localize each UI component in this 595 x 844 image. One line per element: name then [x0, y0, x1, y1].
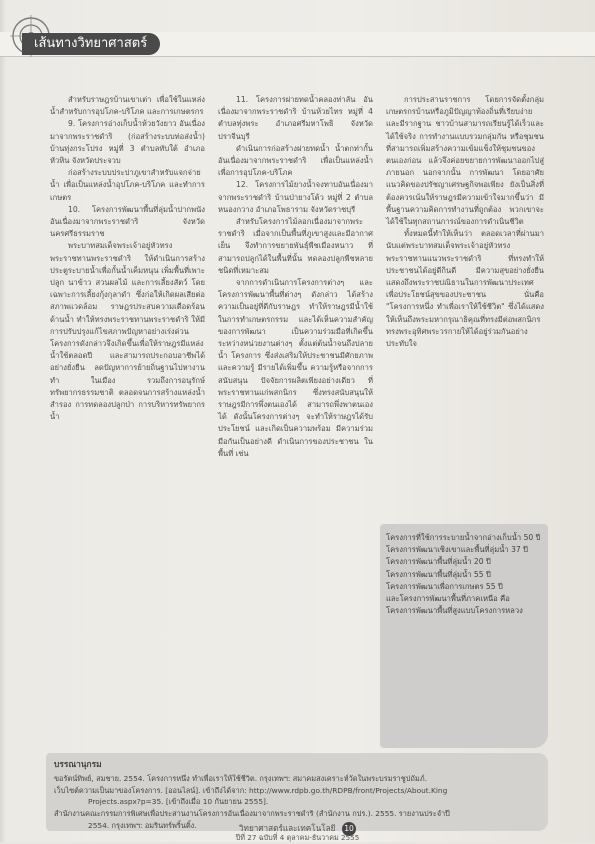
paragraph: สำหรับโครงการไม้ลอกเนื่องมาจากพระราชดำริ เมื่อจากเป็นพื้นที่ภูเขาสูงและมีอากาศเย็น จึงทำการขยายพันธุ์พืชเมืองหนาว ที่สามารถปลูกได้ในพื้นที่นั้น ทดลองปลูกพืชหลายชนิดที่เหมาะสม: [218, 217, 373, 275]
paragraph: ดำเนินการก่อสร้างฝายทดน้ำ น้ำตกท่ากั้น อันเนื่องมาจากพระราชดำริ เพื่อเป็นแหล่งน้ำเพื่อการอุปโภค-บริโภค: [218, 143, 373, 178]
reference-item: สำนักงานคณะกรรมการพิเศษเพื่อประสานงานโครงการอันเนื่องมาจากพระราชดำริ (สำนักงาน กปร.). 2555. รายงานประจำปี: [54, 809, 450, 819]
paragraph: ทั้งหมดนี้ทำให้เห็นว่า ตลอดเวลาที่ผ่านมานับแต่พระบาทสมเด็จพระเจ้าอยู่หัวทรงพระราชทานแนวพระราชดำริ ที่ทรงทำให้ประชาชนได้อยู่ดีกินดี มีความสุขอย่างยั่งยืน แสดงถึงพระราชปณิธานในการพัฒนาประเทศ เพื่อประโยชน์สุขของประชาชน นั่นคือ "โครงการหนึ่ง ทำเพื่อเราให้ใช้ชีวิต" ซึ่งได้แสดงให้เห็นถึงพระมหากรุณาธิคุณที่ทรงมีต่อพสกนิกร ทรงพระอุทิศพระวรกายให้ได้อยู่ร่วมกันอย่างประทับใจ: [386, 229, 544, 349]
text-column-1: [50, 94, 205, 423]
reference-item: เว็บไซต์ความเป็นมาของโครงการ. [ออนไลน์]. เข้าถึงได้จาก: http://www.rdpb.go.th/RDPB/front/Projects/About.King: [54, 785, 448, 795]
list-item: และโครงการพัฒนาพื้นที่ภาคเหนือ คือ โครงการพัฒนาพื้นที่สูงแบบโครงการหลวง: [386, 594, 523, 616]
list-item: โครงการพัฒนาเพื่อการเกษตร 55 ปี: [386, 581, 503, 591]
list-item: โครงการที่ใช้การระบายน้ำจากอ่างเก็บน้ำ 50 ปี: [386, 533, 541, 542]
project-list-box: [380, 524, 548, 748]
magazine-title: วิทยาศาสตร์และเทคโนโลยี: [238, 823, 336, 833]
paragraph: พระบาทสมเด็จพระเจ้าอยู่หัวทรงพระราชทานพระราชดำริ ให้ดำเนินการสร้างประตูระบายน้ำเพื่อกั้นน้ำเค็มหนุน เพิ่มพื้นที่เพาะปลูก นาข้าว สวนผลไม้ และการเลี้ยงสัตว์ โดยเฉพาะการเลี้ยงกุ้งกุลาดำ ซึ่งก่อให้เกิดผลเสียต่อสภาพแวดล้อม ราษฎรประสบความเดือดร้อนด้านน้ำ ทำให้ทรงพระราชทานพระราชดำริ ให้มีการปรับปรุงแก้ไขสภาพปัญหาอย่างเร่งด่วน โครงการดังกล่าวจึงเกิดขึ้นเพื่อให้ราษฎรมีแหล่งน้ำใช้ตลอดปี และสามารถประกอบอาชีพได้อย่างยั่งยืน ลดปัญหาการย้ายถิ่นฐานไปหางานทำ ในเมือง รวมถึงการอนุรักษ์ทรัพยากรธรรมชาติ ตลอดจนการสร้างแหล่งน้ำสำรอง การทดลองปลูกป่า การบริหารทรัพยากรน้ำ: [50, 241, 205, 422]
paragraph: 12. โครงการไม้ยางน้ำจงทาบอันเนื่องมาจากพระราชดำริ บ้านป่ายางโต้ว หมู่ที่ 2 ตำบลหนองกวาง อำเภอโพธาราม จังหวัดราชบุรี: [218, 180, 373, 214]
paragraph: 11. โครงการฝายทดน้ำคลองท่าลัน อันเนื่องมาจากพระราชดำริ บ้านห้วยไทร หมู่ที่ 4 ตำบลทุ่งพระ อำเภอศรีมหาโพธิ จังหวัดปราจีนบุรี: [218, 95, 373, 141]
paragraph: สำหรับราษฎรบ้านเขาเต่า เพื่อใช้ในแหล่งน้ำสำหรับการอุปโภค-บริโภค และการเกษตรกร: [50, 95, 205, 117]
list-item: โครงการพัฒนาเชิงเขาและพื้นที่ลุ่มน้ำ 37 ปี: [386, 545, 528, 555]
section-title: เส้นทางวิทยาศาสตร์: [22, 33, 160, 55]
list-item: โครงการพัฒนาพื้นที่ลุ่มน้ำ 20 ปี: [386, 557, 491, 567]
text-column-3: [386, 94, 544, 350]
text-column-2: [218, 94, 373, 460]
paragraph: 10. โครงการพัฒนาพื้นที่ลุ่มน้ำปากพนัง อันเนื่องมาจากพระราชดำริ จังหวัดนครศรีธรรมราช: [50, 204, 205, 239]
paragraph: ก่อสร้างระบบประปาภูเขาสำหรับแจกจ่ายน้ำ เพื่อเป็นแหล่งน้ำอุปโภค-บริโภค และทำการเกษตร: [50, 168, 205, 202]
footer-issue: ปีที่ 27 ฉบับที่ 4 ตุลาคม-ธันวาคม 2555: [235, 833, 360, 842]
references-title: บรรณานุกรม: [54, 759, 102, 769]
paragraph: การประสานราชการ โดยการจัดตั้งกลุ่มเกษตรกรบ้านหรือภูมิปัญญาท้องถิ่นที่เรียบง่ายและมีรากฐาน ชาวบ้านสามารถเรียนรู้ได้เร็วและได้ใช้จริง การทำงานแบบรวมกลุ่มกัน หรือชุมชนที่สามารถเพิ่มสร้างความเข้มแข็งให้ชุมชนของตนเองก่อน แล้วจึงค่อยขยายการพัฒนาออกไปสู่ภายนอก นอกจากนั้น การพัฒนา โดยอาศัยแนวคิดของปรัชญาเศรษฐกิจพอเพียง ยังเป็นสิ่งที่ต้องควรเน้นให้ราษฎรมีความเข้าใจมากขึ้นว่า มีพื้นฐานความคิดการทำงานที่ถูกต้อง พวกเขาจะได้ใช้ในทุกสถานการณ์ของการดำเนินชีวิต: [386, 95, 544, 227]
paragraph: 9. โครงการอ่างเก็บน้ำห้วยวังยาว อันเนื่องมาจากพระราชดำริ (ก่อสร้างระบบท่อส่งน้ำ) บ้านทุ่งกระโปรง หมู่ที่ 3 ตำบลทับใต้ อำเภอหัวหิน จังหวัดประจวบ: [50, 119, 205, 166]
reference-item: 2554. กรุงเทพฯ: อมรินทร์พริ้นติ้ง.: [88, 820, 197, 830]
reference-item: ขอรัตน์ทิพย์, สมชาย. 2554. โครงการหนึ่ง ทำเพื่อเราให้ใช้ชีวิต. กรุงเทพฯ: สมาคมสงเคราะห์วัดในพระบรมราชูปถัมภ์.: [54, 773, 427, 783]
paragraph: จากการดำเนินการโครงการต่างๆ และโครงการพัฒนาพื้นที่ต่างๆ ดังกล่าว ได้สร้างความเป็นอยู่ที่ดีกับราษฎร ทำให้ราษฎรมีน้ำใช้ในการทำเกษตรกรรม และได้เห็นความสำคัญของการพัฒนา เป็นความร่วมมือที่เกิดขึ้นระหว่างหน่วยงานต่างๆ ตั้งแต่ต้นน้ำจนถึงปลายน้ำ โครงการ ซึ่งส่งเสริมให้ประชาชนมีศักยภาพ และความรู้ มีรายได้เพิ่มขึ้น ความรู้หรือจากการสนับสนุน ปัจจัยการผลิตเพียงอย่างเดียว ที่พระราชทานแก่พสกนิกร ซึ่งทรงสนับสนุนให้ราษฎรมีการพึ่งตนเองได้ สามารถพึ่งพาตนเองได้ ดังนั้นโครงการต่างๆ จะทำให้ราษฎรได้รับประโยชน์ และเกิดเป็นความพร้อม มีความร่วมมือกันเป็นอย่างดี ดำเนินการของประชาชน ในพื้นที่ เช่น: [218, 278, 373, 458]
references-box: [46, 753, 548, 831]
list-item: โครงการพัฒนาพื้นที่ลุ่มน้ำ 55 ปี: [386, 569, 491, 579]
page-number: 10: [342, 822, 356, 836]
reference-item: Projects.aspx?p=35. [เข้าถึงเมื่อ 10 กันยายน 2555].: [88, 797, 269, 807]
